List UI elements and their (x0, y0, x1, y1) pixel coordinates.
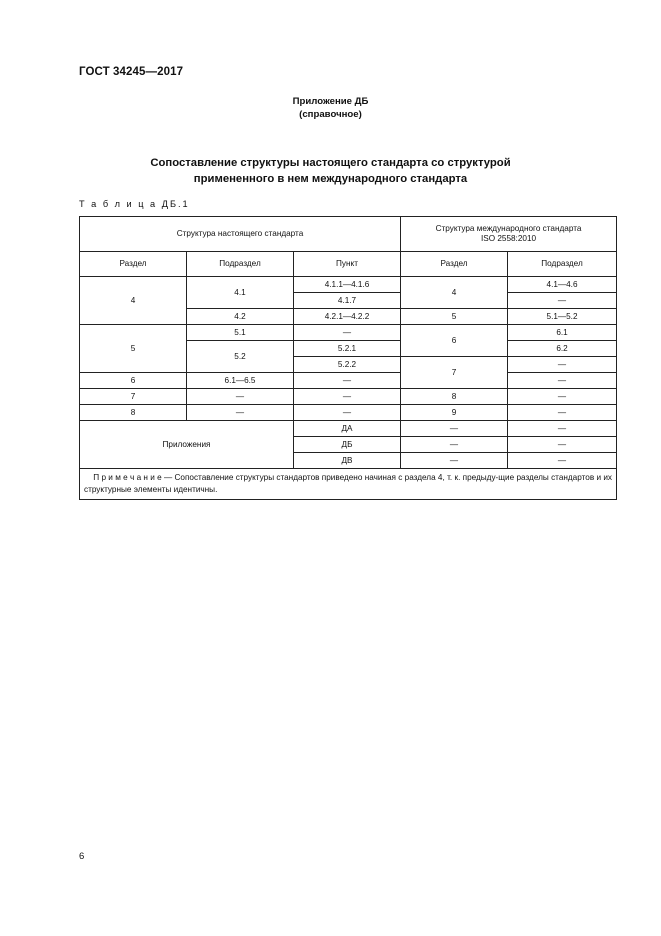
table-cell: — (187, 389, 294, 405)
note-row (80, 469, 617, 500)
group-header-international (401, 217, 617, 252)
table-cell: 5.2.1 (294, 341, 401, 357)
table-cell: 6.2 (508, 341, 617, 357)
table-note (80, 469, 617, 500)
table-cell: 4 (80, 277, 187, 325)
table-cell: — (508, 405, 617, 421)
table-cell: ДВ (294, 453, 401, 469)
table-cell: ДА (294, 421, 401, 437)
table-cell: 8 (401, 389, 508, 405)
table-cell: 5 (401, 309, 508, 325)
annex-title: Приложение ДБ (292, 96, 369, 107)
page-number: 6 (79, 851, 85, 862)
structure-comparison-table (79, 216, 617, 500)
table-caption: Т а б л и ц а ДБ.1 (79, 199, 190, 209)
table-cell: — (508, 293, 617, 309)
col-header-intl-section: Раздел (401, 252, 508, 277)
table-cell: — (508, 437, 617, 453)
table-row (80, 421, 617, 437)
table-cell: — (508, 389, 617, 405)
table-cell: ДБ (294, 437, 401, 453)
table-cell: Приложения (80, 421, 294, 469)
table-cell: 5 (80, 325, 187, 373)
table-cell: — (294, 373, 401, 389)
table-cell: 9 (401, 405, 508, 421)
col-header-intl-subsection: Подраздел (508, 252, 617, 277)
table-cell: — (508, 453, 617, 469)
table-cell: — (294, 389, 401, 405)
table-cell: 6.1 (508, 325, 617, 341)
table-cell: 6 (401, 325, 508, 357)
heading-line-1: Сопоставление структуры настоящего стандарта со структурой (150, 157, 511, 169)
table-cell: 5.1 (187, 325, 294, 341)
table-row (80, 373, 617, 389)
table-row (80, 277, 617, 293)
annex-subtitle: (справочное) (299, 109, 362, 120)
table-cell: 8 (80, 405, 187, 421)
table-cell: 7 (80, 389, 187, 405)
column-header-row (80, 252, 617, 277)
section-heading (0, 155, 661, 187)
table-cell: 6.1—6.5 (187, 373, 294, 389)
table-row (80, 389, 617, 405)
standard-header: ГОСТ 34245—2017 (79, 66, 184, 78)
table-cell: 4 (401, 277, 508, 309)
table-cell: 7 (401, 357, 508, 389)
table-cell: 5.2 (187, 341, 294, 373)
table-cell: 4.2.1—4.2.2 (294, 309, 401, 325)
table-cell: — (401, 421, 508, 437)
group-header-international-line1: Структура международного стандарта (435, 224, 582, 233)
note-text: — Сопоставление структуры стандартов приведено начиная с раздела 4, т. к. предыду-щие разделы стандартов и их структурные элементы идентичны. (84, 473, 613, 494)
table-cell: — (294, 405, 401, 421)
table-cell: 4.1—4.6 (508, 277, 617, 293)
heading-line-2: примененного в нем международного стандарта (193, 173, 468, 185)
group-header-international-line2: ISO 2558:2010 (480, 234, 537, 243)
col-header-section: Раздел (80, 252, 187, 277)
table-cell: 4.1 (187, 277, 294, 309)
table-row (80, 405, 617, 421)
col-header-subsection: Подраздел (187, 252, 294, 277)
table-cell: — (294, 325, 401, 341)
table-cell: — (401, 437, 508, 453)
note-label: П р и м е ч а н и е (93, 473, 162, 482)
table-cell: 4.1.1—4.1.6 (294, 277, 401, 293)
table-cell: — (508, 357, 617, 373)
table-cell: — (187, 405, 294, 421)
table-cell: 4.2 (187, 309, 294, 325)
table-row (80, 325, 617, 341)
table-cell: 4.1.7 (294, 293, 401, 309)
table-cell: 6 (80, 373, 187, 389)
col-header-clause: Пункт (294, 252, 401, 277)
table-cell: 5.2.2 (294, 357, 401, 373)
table-cell: — (508, 421, 617, 437)
table-cell: — (508, 373, 617, 389)
table-cell: — (401, 453, 508, 469)
group-header-row (80, 217, 617, 252)
table-cell: 5.1—5.2 (508, 309, 617, 325)
group-header-national: Структура настоящего стандарта (80, 217, 401, 252)
